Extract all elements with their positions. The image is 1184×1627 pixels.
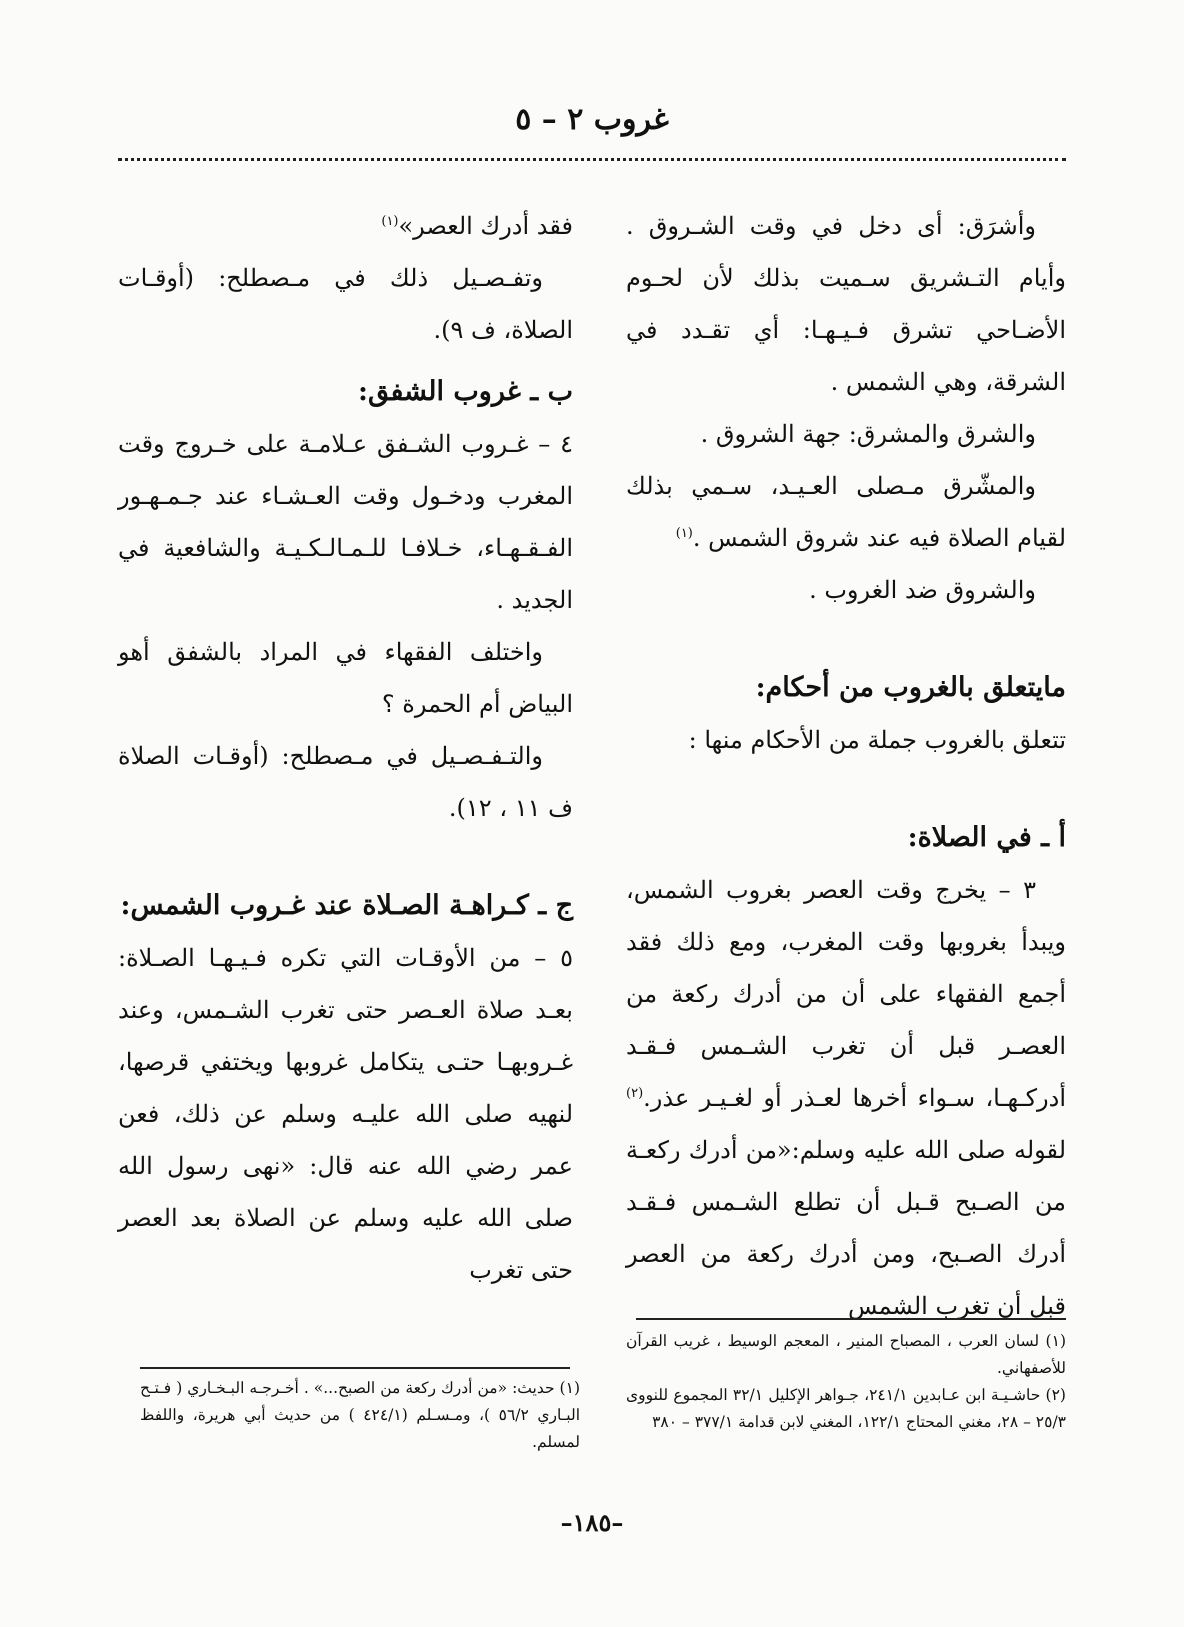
section-heading: مايتعلق بالغروب من أحكام: [755,672,1066,703]
footnote-ref: (١) [675,526,693,541]
footnotes-left [140,1375,580,1456]
header-dotted-rule [118,158,1066,161]
footnote-rule [636,1318,1066,1320]
footnote: (٢) حاشـيـة ابن عـابدين ٢٤١/١، جـواهر الإكليل ٣٢/١ المجموع للنووى ٢٥/٣ – ٢٨، مغني المحتاج ١٢٢/١، المغني لابن قدامة ٣٧٧/١ – ٣٨٠ [626,1386,1066,1431]
paragraph [626,864,1066,1332]
paragraph: وتفـصـيل ذلك في مـصطلح: (أوقـات الصلاة، ف ٩). [118,264,573,344]
right-column [626,200,1066,1332]
paragraph: واختلف الفقهاء في المراد بالشفق أهو البياض أم الحمرة ؟ [118,638,573,718]
section-heading: ج ـ كـراهـة الصـلاة عند غـروب الشمس: [120,890,573,921]
paragraph-text: والمشّرق مـصلى العـيـد، سـمي بذلك لقيام الصلاة فيه عند شروق الشمس . [626,472,1066,552]
footnote-rule [140,1367,570,1369]
paragraph: ٤ – غـروب الشـفق عـلامـة على خـروج وقت المغرب ودخـول وقت العـشـاء عند جـمـهـور الفـقـهـاء، خـلافـا للـمـالـكـيـة والشافعية في الجديد . [118,430,573,614]
left-column [118,200,573,1296]
footnote: (١) لسان العرب ، المصباح المنير ، المعجم الوسيط ، غريب القرآن للأصفهاني. [626,1332,1066,1377]
footnotes-right [626,1328,1066,1436]
paragraph: والشروق ضد الغروب . [809,576,1036,604]
paragraph-text: ٣ – يخرج وقت العصر بغروب الشمس، ويبدأ بغروبها وقت المغرب، ومع ذلك فقد أجمع الفقهاء على أن من أدرك ركعة من العصـر قبل أن تغرب الشـمس فـقـد أدركـهـا، سـواء أخرها لعـذر أو لغـيـر عذر. [626,876,1066,1112]
footnote-ref: (٢) [626,1086,644,1101]
section-heading: ب ـ غروب الشفق: [358,376,573,407]
paragraph-text: لقوله صلى الله عليه وسلم:«من أدرك ركعـة من الصـبح قـبل أن تطلع الشـمس فـقـد أدرك الصـبح، ومن أدرك ركعة من العصر قبل أن تغرب الشمس [626,1136,1066,1320]
paragraph [626,460,1066,564]
paragraph: ٥ – من الأوقـات التي تكره فـيـهـا الصـلاة: بعـد صلاة العـصر حتى تغرب الشـمس، وعند غـروبهـا حتـى يتكامل غروبها ويختفي قرصها، لنهيه صلى الله عليـه وسلم عن ذلك، فعن عمر رضي الله عنه قال: «نهى رسول الله صلى الله عليه وسلم عن الصلاة بعد العصر حتى تغرب [118,944,573,1284]
paragraph: والتـفـصـيل في مـصطلح: (أوقـات الصلاة ف ١١ ، ١٢). [118,742,573,822]
paragraph-text: فقد أدرك العصر» [398,212,573,240]
section-heading: أ ـ في الصلاة: [907,822,1066,853]
footnote-ref: (١) [381,214,399,229]
page-header: غروب ٢ – ٥ [515,102,669,137]
paragraph: والشرق والمشرق: جهة الشروق . [700,420,1036,448]
paragraph: وأشرَق: أى دخل في وقت الشـروق . وأيام التـشريق سـميت بذلك لأن لحـوم الأضـاحي تشرق فـيـهـا: أي تقـدد في الشرقة، وهي الشمس . [626,212,1066,396]
paragraph: تتعلق بالغروب جملة من الأحكام منها : [688,726,1066,754]
footnote: (١) حديث: «من أدرك ركعة من الصبح...» . أخـرجـه البـخـاري ( فـتـح البـاري ٥٦/٢ )، ومـسـلم (٤٢٤/١ ) من حديث أبي هريرة، واللفظ لمسلم. [140,1379,581,1451]
page-number: –١٨٥– [560,1508,624,1537]
paragraph [118,200,573,252]
